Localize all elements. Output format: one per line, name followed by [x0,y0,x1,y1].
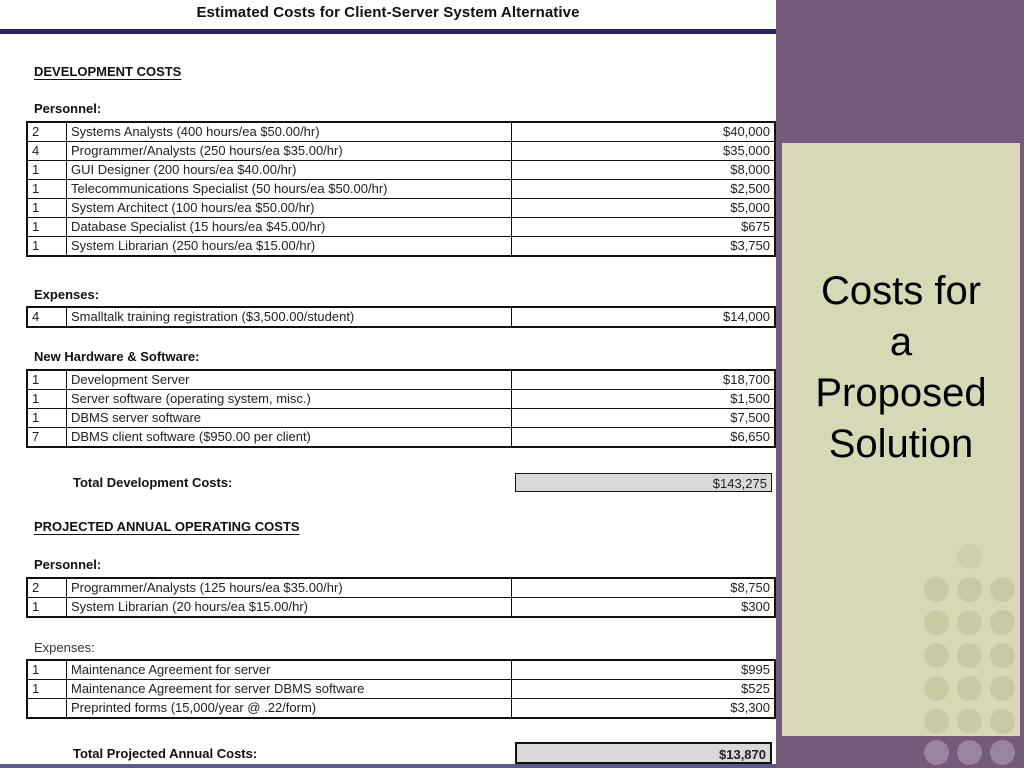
amount-cell: $8,000 [512,161,776,180]
amount-cell: $1,500 [512,390,776,409]
table-row [27,660,775,680]
operating-costs-heading: PROJECTED ANNUAL OPERATING COSTS [34,519,300,534]
total-annual-value: $13,870 [515,742,772,764]
decorative-dot [957,709,982,734]
dev-hardware-label: New Hardware & Software: [34,349,200,364]
quantity-cell: 1 [27,409,67,428]
quantity-cell: 4 [27,142,67,161]
total-annual-label: Total Projected Annual Costs: [73,746,258,761]
op-personnel-label: Personnel: [34,557,102,572]
decorative-dot [957,544,982,569]
development-costs-heading: DEVELOPMENT COSTS [34,64,182,79]
description-cell: Systems Analysts (400 hours/ea $50.00/hr) [67,122,512,142]
quantity-cell: 1 [27,370,67,390]
description-cell: Preprinted forms (15,000/year @ .22/form) [67,699,512,719]
quantity-cell: 1 [27,680,67,699]
table-row [27,578,775,598]
slide-title-line: Proposed [815,371,987,415]
purple-header-block [776,0,1024,140]
table-row [27,142,775,161]
description-cell: System Architect (100 hours/ea $50.00/hr) [67,199,512,218]
description-cell: Smalltalk training registration ($3,500.00/student) [67,307,512,327]
description-cell: DBMS server software [67,409,512,428]
dev-expenses-label: Expenses: [34,287,100,302]
decorative-dot [924,610,949,635]
dev-personnel-label: Personnel: [34,101,102,116]
quantity-cell [27,699,67,719]
total-development-value: $143,275 [515,473,772,492]
amount-cell: $6,650 [512,428,776,448]
description-cell: GUI Designer (200 hours/ea $40.00/hr) [67,161,512,180]
quantity-cell: 1 [27,180,67,199]
quantity-cell: 1 [27,199,67,218]
amount-cell: $675 [512,218,776,237]
table-row [27,598,775,618]
table-row [27,237,775,257]
description-cell: DBMS client software ($950.00 per client) [67,428,512,448]
description-cell: Server software (operating system, misc.) [67,390,512,409]
table-row [27,680,775,699]
decorative-dot [957,610,982,635]
decorative-dot [990,676,1015,701]
decorative-dot [990,740,1015,765]
dev-personnel-table [26,121,776,257]
amount-cell: $995 [512,660,776,680]
description-cell: Programmer/Analysts (125 hours/ea $35.00/hr) [67,578,512,598]
decorative-dot [924,709,949,734]
description-cell: Maintenance Agreement for server DBMS software [67,680,512,699]
table-row [27,409,775,428]
dev-hardware-table [26,369,776,448]
description-cell: Database Specialist (15 hours/ea $45.00/hr) [67,218,512,237]
amount-cell: $8,750 [512,578,776,598]
table-row [27,161,775,180]
table-row [27,218,775,237]
amount-cell: $7,500 [512,409,776,428]
decorative-dot [990,709,1015,734]
decorative-dot [924,740,949,765]
decorative-dot [924,577,949,602]
amount-cell: $35,000 [512,142,776,161]
decorative-dot [990,577,1015,602]
dev-expenses-table [26,306,776,328]
table-row [27,390,775,409]
table-row [27,370,775,390]
op-personnel-table [26,577,776,618]
amount-cell: $14,000 [512,307,776,327]
amount-cell: $525 [512,680,776,699]
document-title: Estimated Costs for Client-Server System Alternative [196,4,580,21]
op-expenses-label: Expenses: [34,640,95,655]
table-row [27,199,775,218]
quantity-cell: 1 [27,390,67,409]
slide-title-line: Solution [828,422,974,466]
table-row [27,180,775,199]
decorative-dot [957,676,982,701]
description-cell: Maintenance Agreement for server [67,660,512,680]
table-row [27,122,775,142]
decorative-dot [924,643,949,668]
decorative-dot [990,610,1015,635]
quantity-cell: 1 [27,660,67,680]
slide-title-line: Costs for [820,269,982,313]
decorative-dot [957,740,982,765]
description-cell: System Librarian (250 hours/ea $15.00/hr) [67,237,512,257]
quantity-cell: 7 [27,428,67,448]
quantity-cell: 1 [27,598,67,618]
amount-cell: $3,300 [512,699,776,719]
decorative-dot [957,643,982,668]
description-cell: Telecommunications Specialist (50 hours/ea $50.00/hr) [67,180,512,199]
table-row [27,428,775,448]
slide-title-line: a [889,320,913,364]
amount-cell: $2,500 [512,180,776,199]
title-rule [0,29,776,34]
description-cell: Programmer/Analysts (250 hours/ea $35.00/hr) [67,142,512,161]
quantity-cell: 1 [27,218,67,237]
quantity-cell: 4 [27,307,67,327]
quantity-cell: 1 [27,237,67,257]
decorative-dot [957,577,982,602]
amount-cell: $300 [512,598,776,618]
table-row [27,307,775,327]
quantity-cell: 2 [27,122,67,142]
description-cell: System Librarian (20 hours/ea $15.00/hr) [67,598,512,618]
bottom-purple-strip [782,738,1024,768]
quantity-cell: 1 [27,161,67,180]
op-expenses-table [26,659,776,719]
amount-cell: $40,000 [512,122,776,142]
total-development-label: Total Development Costs: [73,475,233,490]
amount-cell: $3,750 [512,237,776,257]
quantity-cell: 2 [27,578,67,598]
table-row [27,699,775,719]
description-cell: Development Server [67,370,512,390]
slide-title [782,266,1020,470]
bottom-rule [0,764,776,768]
decorative-dot [990,643,1015,668]
decorative-dot [924,676,949,701]
amount-cell: $5,000 [512,199,776,218]
amount-cell: $18,700 [512,370,776,390]
